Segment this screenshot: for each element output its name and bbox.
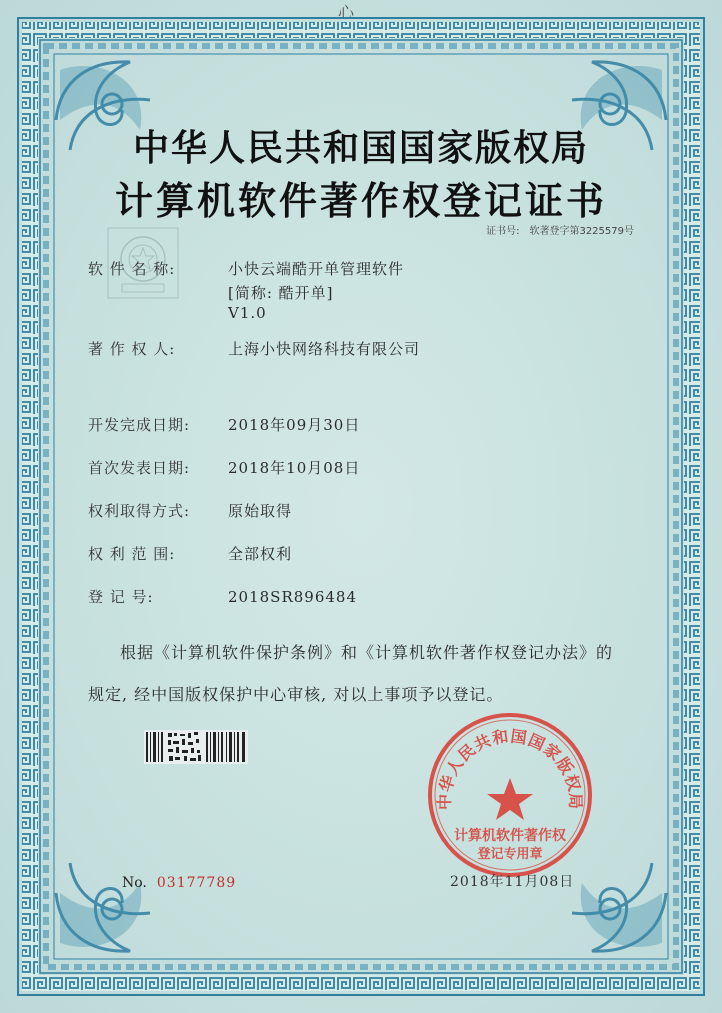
certificate-serial [122,875,236,891]
statement-line-2: 规定, 经中国版权保护中心审核, 对以上事项予以登记。 [88,685,504,704]
software-name-row [88,258,404,279]
scope-value: 全部权利 [228,545,293,563]
serial-label: No. [122,875,147,891]
owner-value: 上海小快网络科技有限公司 [228,340,421,358]
reg-no-row [88,586,357,607]
scope-label: 权 利 范 围: [88,545,176,563]
software-version: V1.0 [228,304,267,322]
publish-date-value: 2018年10月08日 [228,459,361,477]
software-name-label: 软 件 名 称: [88,260,176,278]
certificate-title: 计算机软件著作权登记证书 [114,178,607,223]
acquire-value: 原始取得 [228,502,293,520]
seal-outer-text: 中华人民共和国国家版权局 [434,726,586,811]
qr-barcode [144,730,248,764]
issue-date: 2018年11月08日 [450,874,575,890]
certificate-number [476,222,634,237]
reg-no-value: 2018SR896484 [228,588,358,606]
serial-value: 03177789 [156,875,237,891]
seal-inner-line2: 登记专用章 [477,847,543,862]
scope-row [88,543,292,564]
acquire-row [88,500,292,521]
cert-number-value: 软著登字第3225579号 [529,226,634,237]
dev-date-value: 2018年09月30日 [228,416,361,434]
reg-no-label: 登 记 号: [88,588,154,606]
acquire-label: 权利取得方式: [88,502,191,520]
official-seal [425,710,595,880]
star-icon [487,778,533,820]
software-short-name: [简称: 酷开单] [228,284,334,302]
publish-date-row [88,457,360,478]
dev-date-row [88,414,360,435]
cert-number-label: 证书号: [486,226,520,237]
dev-date-label: 开发完成日期: [88,416,191,434]
statement-line-1: 根据《计算机软件保护条例》和《计算机软件著作权登记办法》的 [120,643,614,662]
owner-row [88,338,420,359]
seal-inner-line1: 计算机软件著作权 [454,828,566,844]
issuing-authority-title: 中华人民共和国国家版权局 [132,127,589,169]
software-name-value: 小快云端酷开单管理软件 [228,260,405,278]
owner-label: 著 作 权 人: [88,340,176,358]
publish-date-label: 首次发表日期: [88,459,191,477]
handwritten-mark: 心 [338,3,355,22]
